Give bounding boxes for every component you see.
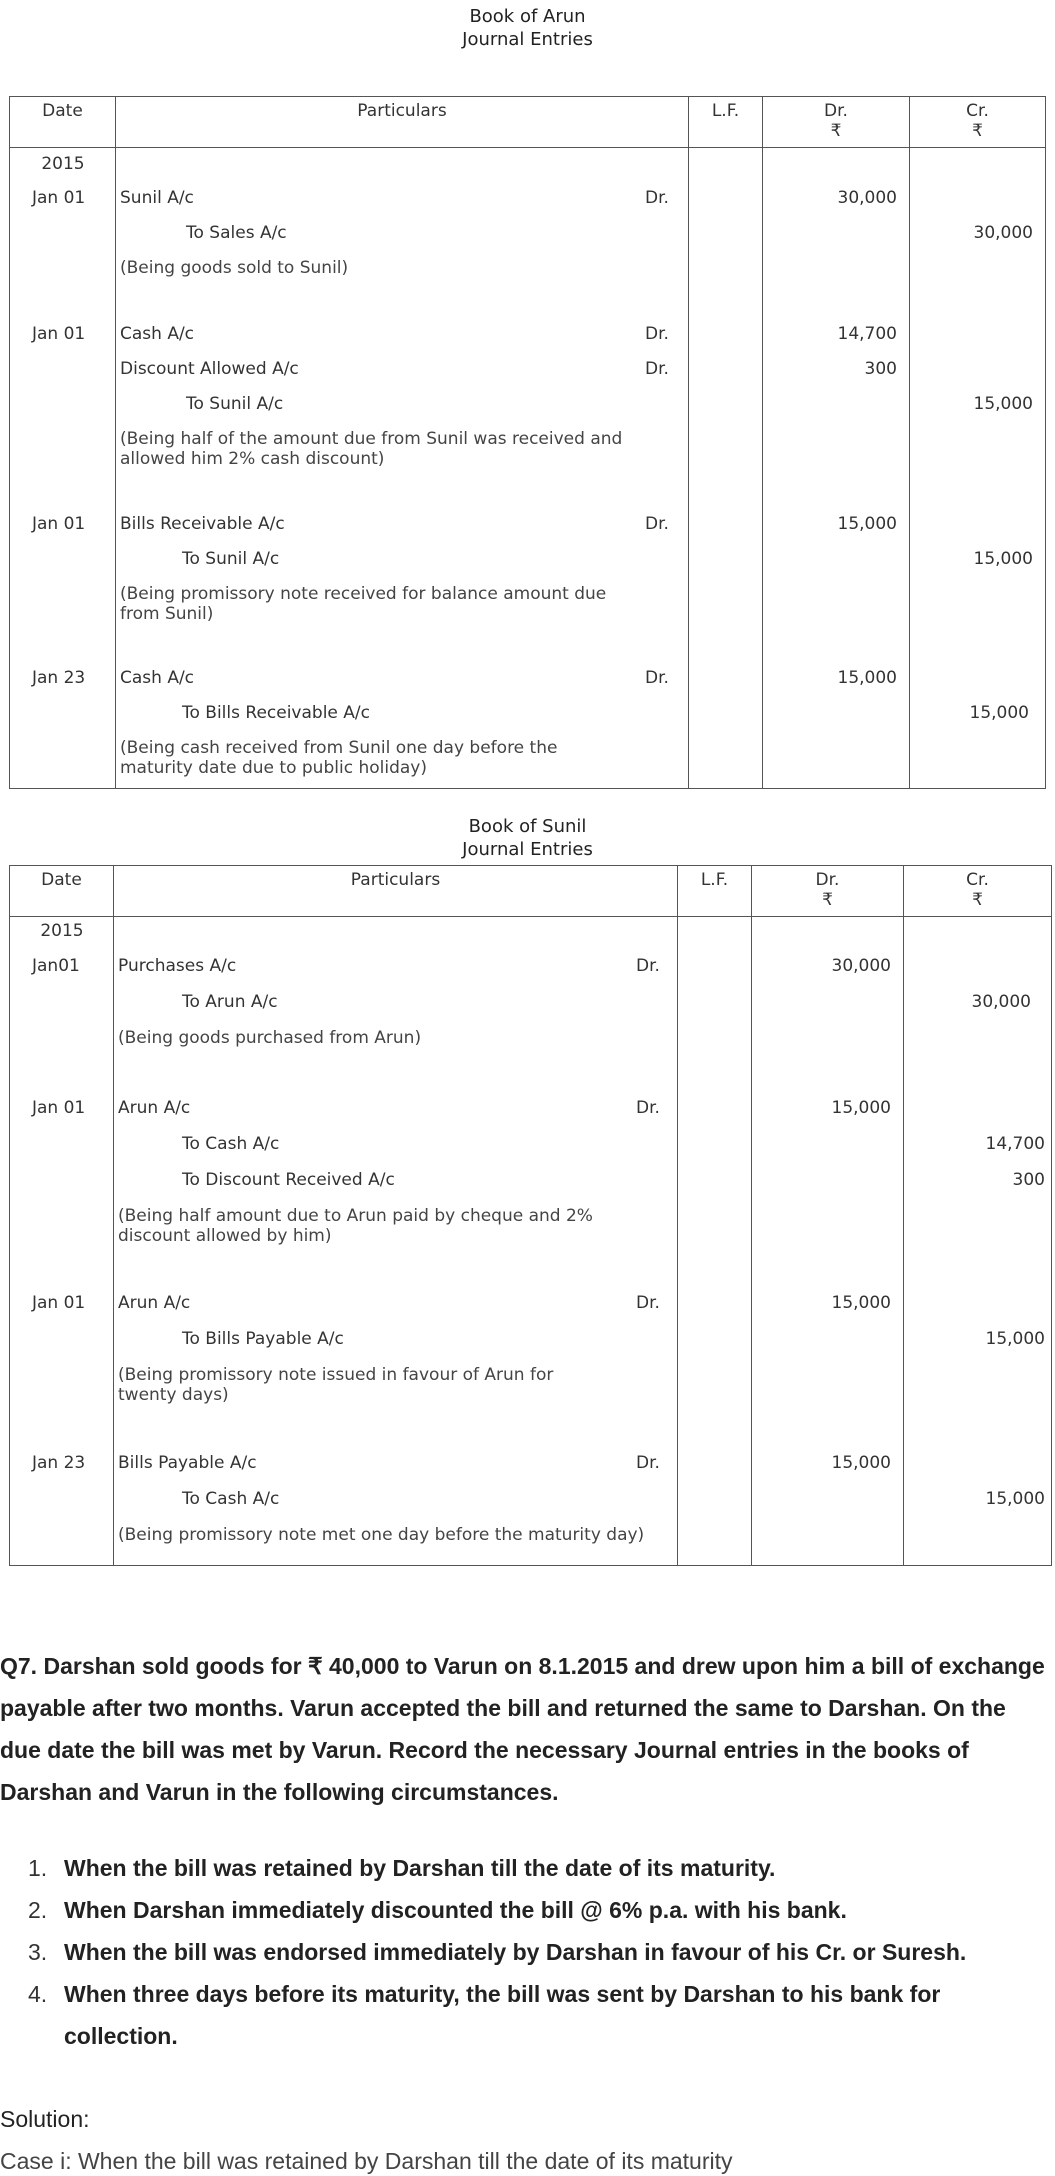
entry-date: Jan 23 [32,668,86,688]
header-cr: Cr. ₹ [910,97,1046,148]
arun-journal-table [9,96,1046,789]
credit-account: To Sales A/c [186,223,287,243]
header-particulars: Particulars [114,866,678,917]
entry-date: Jan 01 [32,1098,86,1118]
case-heading: Case i: When the bill was retained by Darshan till the date of its maturity [0,2148,733,2174]
cr-amount: 15,000 [969,703,1029,723]
cr-amount: 14,700 [985,1134,1045,1154]
sunil-book-subtitle: Journal Entries [462,839,593,860]
debit-account: Cash A/c [120,324,195,344]
debit-account: Bills Payable A/c [118,1453,257,1473]
dr-amount: 15,000 [831,1293,891,1313]
credit-account: To Arun A/c [182,992,278,1012]
dr-mark: Dr. [636,1098,660,1118]
question-text: Q7. Darshan sold goods for ₹ 40,000 to Varun on 8.1.2015 and drew upon him a bill of exchange payable after two months. Varun accepted the bill and returned the same to Darshan. On the due date the bill was met by Varun. Record the necessary Journal entries in the books of Darshan and Varun in the following circumstances. [0,1653,1045,1805]
dr-mark: Dr. [636,1293,660,1313]
cr-amount-column [904,917,1051,1565]
cr-amount: 300 [1012,1170,1045,1190]
year-label: 2015 [40,921,84,941]
rupee-icon: ₹ [822,890,833,910]
cr-amount: 15,000 [973,549,1033,569]
entry-date: Jan01 [32,956,80,976]
rupee-icon: ₹ [972,121,983,141]
debit-account: Bills Receivable A/c [120,514,285,534]
cr-amount: 15,000 [973,394,1033,414]
dr-mark: Dr. [645,514,669,534]
dr-amount: 15,000 [837,668,897,688]
particulars-column [116,148,688,788]
dr-mark: Dr. [636,956,660,976]
narration: (Being cash received from Sunil one day before the maturity date due to public holiday) [120,738,558,778]
header-lf: L.F. [689,97,763,148]
narration: (Being promissory note issued in favour of Arun for twenty days) [118,1365,554,1405]
rupee-icon: ₹ [972,890,983,910]
rupee-icon: ₹ [830,121,842,141]
entry-date: Jan 01 [32,1293,86,1313]
arun-book-title: Book of Arun [469,6,586,27]
dr-amount-column [752,917,903,1565]
dr-amount: 30,000 [831,956,891,976]
dr-amount: 15,000 [837,514,897,534]
credit-account: To Sunil A/c [182,549,280,569]
credit-account: To Bills Payable A/c [182,1329,344,1349]
cr-amount: 30,000 [973,223,1033,243]
narration: (Being goods purchased from Arun) [118,1028,422,1048]
dr-amount-column [763,148,909,788]
header-lf: L.F. [678,866,752,917]
particulars-column [114,917,677,1565]
debit-account: Cash A/c [120,668,195,688]
debit-account: Purchases A/c [118,956,237,976]
credit-account: To Cash A/c [182,1134,280,1154]
credit-account: To Bills Receivable A/c [182,703,370,723]
list-item: 4. When three days before its maturity, the bill was sent by Darshan to his bank for collection. [28,1981,941,2049]
narration: (Being promissory note met one day before the maturity day) [118,1525,645,1545]
debit-account: Arun A/c [118,1293,191,1313]
dr-mark: Dr. [636,1453,660,1473]
entry-date: Jan 23 [32,1453,86,1473]
credit-account: To Sunil A/c [186,394,284,414]
debit-account: Discount Allowed A/c [120,359,299,379]
header-date: Date [10,97,116,148]
list-item: 3. When the bill was endorsed immediately by Darshan in favour of his Cr. or Suresh. [28,1939,967,1965]
lf-column [689,148,762,788]
sunil-book-title: Book of Sunil [468,816,587,837]
dr-amount: 15,000 [831,1453,891,1473]
header-particulars: Particulars [116,97,689,148]
lf-column [678,917,751,1565]
arun-book-subtitle: Journal Entries [462,29,593,50]
year-label: 2015 [41,154,85,174]
sunil-journal-table [9,865,1052,1566]
dr-amount: 300 [864,359,897,379]
solution-label: Solution: [0,2106,90,2132]
date-column [10,917,113,1565]
narration: (Being promissory note received for balance amount due from Sunil) [120,584,607,624]
narration: (Being half of the amount due from Sunil was received and allowed him 2% cash discount) [120,429,623,469]
dr-mark: Dr. [645,668,669,688]
cr-amount: 15,000 [985,1489,1045,1509]
credit-account: To Cash A/c [182,1489,280,1509]
dr-amount: 14,700 [837,324,897,344]
cr-amount: 30,000 [971,992,1031,1012]
entry-date: Jan 01 [32,324,86,344]
case-list [0,1847,1050,2057]
dr-mark: Dr. [645,324,669,344]
credit-account: To Discount Received A/c [182,1170,395,1190]
dr-amount: 30,000 [837,188,897,208]
header-dr: Dr. ₹ [752,866,904,917]
list-item: 1. When the bill was retained by Darshan till the date of its maturity. [28,1855,776,1881]
narration: (Being goods sold to Sunil) [120,258,349,278]
entry-date: Jan 01 [32,514,86,534]
header-cr: Cr. ₹ [904,866,1052,917]
header-date: Date [10,866,114,917]
narration: (Being half amount due to Arun paid by cheque and 2% discount allowed by him) [118,1206,593,1246]
dr-mark: Dr. [645,359,669,379]
debit-account: Sunil A/c [120,188,194,208]
debit-account: Arun A/c [118,1098,191,1118]
cr-amount: 15,000 [985,1329,1045,1349]
header-dr: Dr. ₹ [763,97,910,148]
dr-amount: 15,000 [831,1098,891,1118]
list-item: 2. When Darshan immediately discounted the bill @ 6% p.a. with his bank. [28,1897,847,1923]
cr-amount-column [910,148,1045,788]
date-column [10,148,115,788]
dr-mark: Dr. [645,188,669,208]
entry-date: Jan 01 [32,188,86,208]
